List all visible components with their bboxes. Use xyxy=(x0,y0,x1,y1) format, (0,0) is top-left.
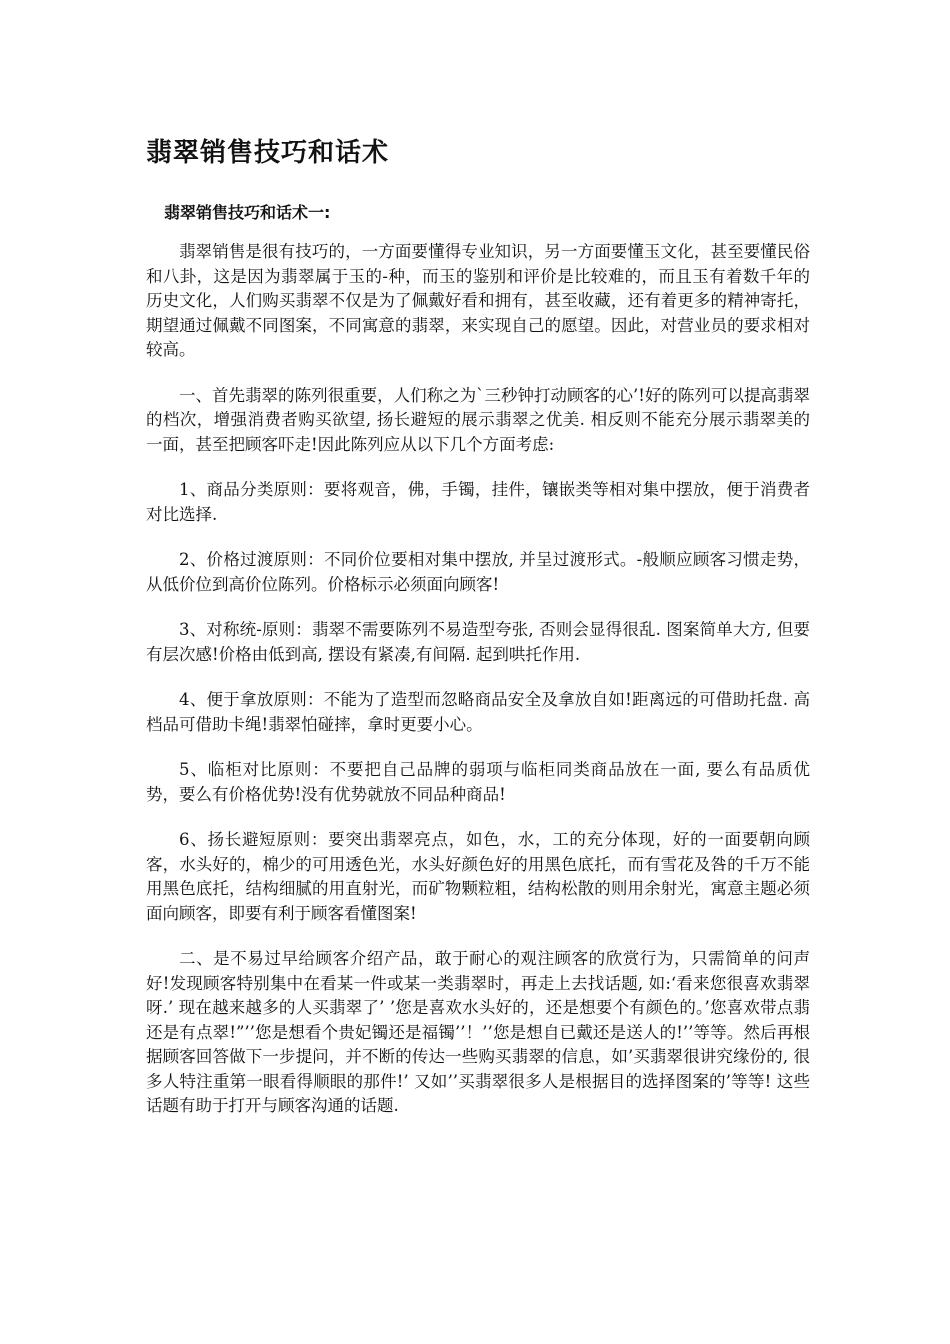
paragraph-rule-2: 2、价格过渡原则：不同价位要相对集中摆放, 并呈过渡形式。-般顺应顾客习惯走势，从低价位到高价位陈列。价格标示必须面向顾客! xyxy=(146,550,810,594)
paragraph-rule-6: 6、扬长避短原则：要突出翡翠亮点，如色，水，工的充分体现，好的一面要朝向顾客，水头好的，棉少的可用透色光，水头好颜色好的用黑色底托，而有雪花及咎的千万不能用黑色底托，结构细腻的用直射光，而矿物颗粒粗，结构松散的则用余射光，寓意主题必须面向顾客，即要有利于顾客看懂图案! xyxy=(146,830,810,923)
page-title: 翡翠销售技巧和话术 xyxy=(146,138,390,168)
document-body xyxy=(146,240,810,1140)
paragraph-approach: 二、是不易过早给顾客介绍产品，敢于耐心的观注顾客的欣赏行为，只需简单的问声好!发现顾客特别集中在看某一件或某一类翡翠时，再走上去找话题, 如:‘看来您很喜欢翡翠呀.’ 现在越来越多的人买翡翠了’ ’您是喜欢水头好的，还是想要个有颜色的。’您喜欢带点翡还是有点翠!”’’您是想看个贵妃镯还是福镯’’！’’您是想自已戴还是送人的!’’等等。然后再根据顾客回答做下一步提问，并不断的传达一些购买翡翠的信息，如’买翡翠很讲究缘份的, 很多人特注重第一眼看得顺眼的那件!’ 又如’’买翡翠很多人是根据目的选择图案的’等等! 这些话题有助于打开与顾客沟通的话题. xyxy=(146,949,810,1115)
paragraph-rule-4: 4、便于拿放原则：不能为了造型而忽略商品安全及拿放自如!距离远的可借助托盘. 高档品可借助卡绳!翡翠怕碰摔，拿时更要小心。 xyxy=(146,690,810,734)
paragraph-display: 一、首先翡翠的陈列很重要，人们称之为`三秒钟打动顾客的心’!好的陈列可以提高翡翠的档次，增强消费者购买欲望, 扬长避短的展示翡翠之优美. 相反则不能充分展示翡翠美的一面，甚至把顾客吓走!因此陈列应从以下几个方面考虑: xyxy=(146,385,810,454)
paragraph-rule-5: 5、临柜对比原则：不要把自己品牌的弱项与临柜同类商品放在一面, 要么有品质优势，要么有价格优势!没有优势就放不同品种商品! xyxy=(146,760,810,804)
paragraph-rule-3: 3、对称统-原则：翡翠不需要陈列不易造型夸张, 否则会显得很乱. 图案简单大方, 但要有层次感!价格由低到高, 摆设有紧凑,有间隔. 起到哄托作用. xyxy=(146,620,810,664)
paragraph-rule-1: 1、商品分类原则：要将观音，佛，手镯，挂件，镶嵌类等相对集中摆放，便于消费者对比选择. xyxy=(146,480,810,524)
section-subtitle: 翡翠销售技巧和话术一: xyxy=(164,203,331,222)
paragraph-intro: 翡翠销售是很有技巧的，一方面要懂得专业知识，另一方面要懂玉文化，甚至要懂民俗和八卦，这是因为翡翠属于玉的-种，而玉的鉴别和评价是比较难的，而且玉有着数千年的历史文化，人们购买翡翠不仅是为了佩戴好看和拥有，甚至收藏，还有着更多的精神寄托，期望通过佩戴不同图案，不同寓意的翡翠，来实现自己的愿望。因此，对营业员的要求相对较高。 xyxy=(146,242,810,359)
